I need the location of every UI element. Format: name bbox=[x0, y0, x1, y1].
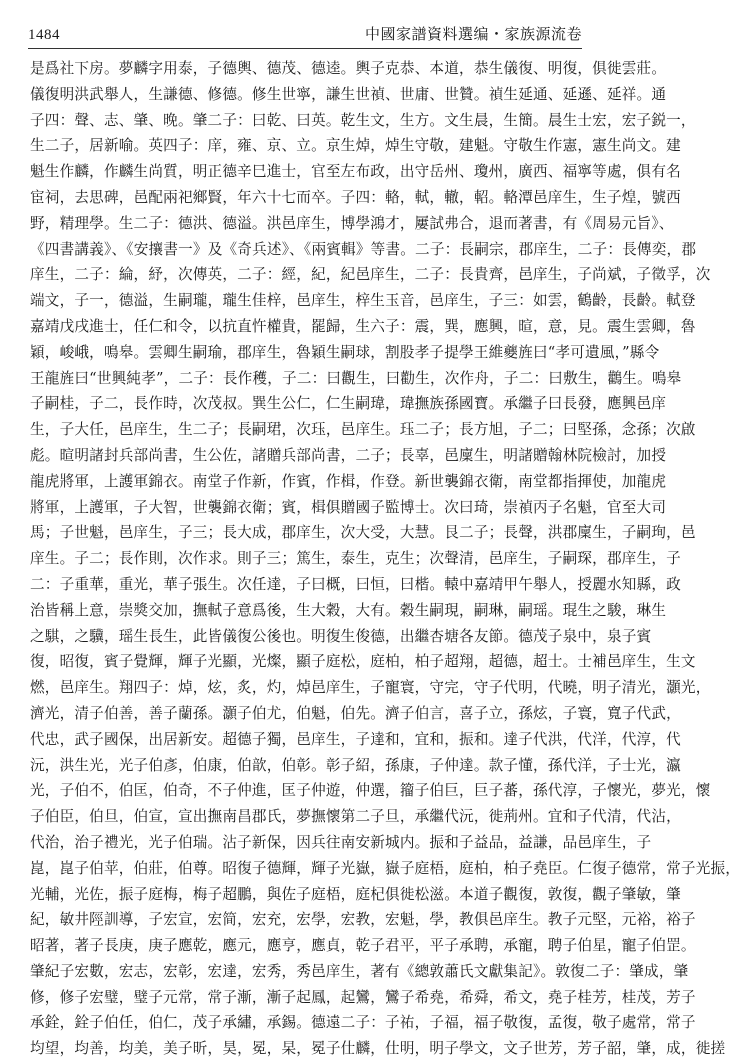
text-line: 濟光，清子伯善，善子蘭孫。灝子伯尤，伯魁，伯先。濟子伯言，喜子立，孫炫，子寰，寬子代武， bbox=[30, 704, 681, 722]
text-line: 昭著，著子長庚，庚子應乾，應元，應亨，應貞，乾子君平，平子承聘，承寵，聘子伯星，寵子伯罡。 bbox=[30, 937, 696, 955]
text-line: 庠生，二子：綸，紓，次傳英，二子：經，紀，紀邑庠生，二子：長貴齊，邑庠生，子尚斌，子徵孚，次 bbox=[30, 266, 711, 284]
text-line: 二：子重華，重光，華子張生。次任達，子曰概，曰恒，曰楷。轅中嘉靖甲午舉人，授麗水知縣，政 bbox=[30, 575, 681, 593]
text-body bbox=[30, 56, 740, 1058]
text-line: 端文，子一，德溢，生嗣瓏，瓏生佳梓，邑庠生，梓生玉音，邑庠生，子三：如雲，鶴齡，長齡。軾登 bbox=[30, 292, 696, 310]
text-line: 是爲社下房。夢麟字用泰，子德輿、德茂、德逵。輿子克恭、本道，恭生儀復、明復，俱徙雲莊。 bbox=[30, 60, 667, 77]
text-line: 治皆稱上意，崇獎交加，撫軾子意爲後，生大穀，大有。穀生嗣現，嗣琳，嗣瑶。琨生之駿，琳生 bbox=[30, 601, 667, 619]
text-line: 光輔，光佐，振子庭梅，梅子超鵬，與佐子庭梧，庭杞俱徙松滋。本道子觀復，敦復，觀子肇敏，肇 bbox=[30, 885, 681, 903]
text-line: 王龍旌曰“世興純孝”，二子：長作穫，子二：曰觀生，曰勸生，次作舟，子二：曰敷生，鸛生。鳴皋 bbox=[30, 369, 682, 387]
text-line: 修，修子宏璧，璧子元常，常子漸，漸子起鳳，起鸞，鸞子希堯，希舜，希文，堯子桂芳，桂茂，芳子 bbox=[30, 988, 696, 1006]
text-line: 嘉靖戊戌進士，任仁和令，以抗直忤權貴，罷歸，生六子：震，巽，應興，暄，意，見。震生雲卿，魯 bbox=[30, 317, 696, 335]
text-line: 庠生。子二；長作則，次作求。則子三；篤生，泰生，克生；次聲清，邑庠生，子嗣琛，郡庠生，子 bbox=[30, 550, 681, 568]
text-line: 崑，崑子伯苹，伯莊，伯尊。昭復子德輝，輝子光嶽，嶽子庭梧，庭柏，柏子堯臣。仁復子德常，常子光振， bbox=[30, 859, 740, 877]
page-header bbox=[28, 22, 582, 49]
text-line: 穎，峻峨，鳴皋。雲卿生嗣瑜，郡庠生，魯穎生嗣球，割股孝子提學王維夔旌曰“孝可遺風，”縣令 bbox=[30, 343, 660, 361]
text-line: 子伯臣，伯旦，伯宣，宣出撫南昌郡氏，夢撫懷第二子旦，承繼代沅，徙荊州。宜和子代清，代沾， bbox=[30, 808, 681, 826]
text-line: 紀，敏井陘訓導，子宏宣，宏简，宏充，宏學，宏教，宏魁，學，教俱邑庠生。教子元堅，元裕，裕子 bbox=[30, 911, 696, 929]
text-line: 光，子伯不，伯匡，伯奇，不子仲進，匡子仲遊，仲選，籀子伯巨，巨子蕃，孫代淳，子懷光，夢光，懷 bbox=[30, 782, 711, 800]
text-line: 彪。暄明諸封兵部尚書，生公佐，諸贈兵部尚書，二子；長辜，邑廩生，明諸贈翰林院檢討，加授 bbox=[30, 446, 667, 464]
text-line: 龍虎將軍，上護軍錦衣。南堂子作新，作賓，作楫，作登。新世襲錦衣衛，南堂都指揮使，加龍虎 bbox=[30, 472, 667, 490]
text-line: 子四：聲、志、肇、晚。肇二子：曰乾、曰英。乾生文，生方。文生晨，生簡。晨生士宏，宏子鋭一， bbox=[30, 111, 696, 129]
page-number: 1484 bbox=[28, 27, 60, 43]
text-line: 馬；子世魁，邑庠生，子三；長大成，郡庠生，次大受，大慧。艮二子；長聲，洪郡廩生，子嗣珣，邑 bbox=[30, 524, 696, 542]
running-title: 中國家譜資料選编・家族源流卷 bbox=[364, 25, 582, 43]
text-line: 野，精理學。生二子：德洪、德溢。洪邑庠生，博學鴻才，屢試弗合，退而著書，有《周易元旨》、 bbox=[30, 214, 674, 232]
text-line: 魁生作麟，作麟生尚質，明正德辛巳進士，官至左布政，出守岳州、瓊州，廣西、福寧等處，俱有名 bbox=[30, 163, 681, 181]
text-line: 生，子大任，邑庠生，生二子；長嗣珺，次珏，邑庠生。珏二子；長方旭，子二；曰堅孫，念孫；次啟 bbox=[30, 421, 696, 439]
text-line: 燃，邑庠生。翔四子：焯，炫，炙，灼，焯邑庠生，子寵寰，守完，守子代明，代曉，明子清光，灝光， bbox=[30, 679, 711, 697]
text-line: 均望，均善，均美，美子昕，昊，冕，杲，冕子仕麟，仕明，明子學文，文子世芳，芳子韶，肇，成，徙搓 bbox=[30, 1040, 726, 1058]
text-line: 肇紀子宏數，宏志，宏彰，宏達，宏秀，秀邑庠生，著有《總敦蕭氏文獻集記》。敦復二子：肇成，肇 bbox=[30, 962, 689, 980]
text-line: 代治，治子禮光，光子伯瑞。沾子新保，因兵往南安新城内。振和子益品，益謙，品邑庠生，子 bbox=[30, 833, 652, 851]
text-line: 將軍，上護軍，子大智，世襲錦衣衛；賓，楫俱贈國子監博士。次曰琦，崇禎丙子名魁，官至大司 bbox=[30, 498, 667, 516]
text-line: 復，昭復，賓子覺輝，輝子光顯，光燦，顯子庭松，庭柏，柏子超翔，超德，超士。士補邑庠生，生文 bbox=[30, 653, 696, 671]
text-line: 宦祠，去思碑，邑配兩祀鄉賢，年六十七而卒。子四：輅，軾，轍，軺。輅潭邑庠生，生子煌，號西 bbox=[30, 188, 681, 206]
text-line: 沅，洪生光，光子伯彥，伯康，伯歆，伯彰。彰子紹，孫康，子仲達。款子懂，孫代洋，子士光，瀛 bbox=[30, 756, 681, 774]
text-line: 生二子，居新喻。英四子：庠，雍、京、立。京生焯，焯生守敬，建魁。守敬生作憲，憲生尚文。建 bbox=[30, 137, 681, 155]
text-line: 承銓，銓子伯任，伯仁，茂子承繡，承錫。德遠二子：子祐，子福，福子敬復，孟復，敬子處常，常子 bbox=[30, 1014, 696, 1032]
text-line: 《四書講義》、《安攘書一》及《奇兵述》、《兩賓輯》等書。二子：長嗣宗，郡庠生，二子：長傳奕，郡 bbox=[30, 240, 697, 258]
text-line: 子嗣桂，子二，長作時，次茂叔。巽生公仁，仁生嗣瑋，瑋撫族孫國寶。承繼子曰長發，應興邑庠 bbox=[30, 395, 667, 413]
text-line: 儀復明洪武舉人，生謙德、修德。修生世寧，謙生世禎、世庸、世贊。禎生延通、延遜、延祥。通 bbox=[30, 85, 667, 103]
text-line: 代忠，武子國保，出居新安。超德子獨，邑庠生，子達和，宜和，振和。達子代洪，代洋，代淳，代 bbox=[30, 730, 681, 748]
text-line: 之騏，之驥，瑶生長生，此皆儀復公後也。明復生俊德，出繼杏塘各友節。德茂子泉中，泉子賓 bbox=[30, 627, 652, 645]
